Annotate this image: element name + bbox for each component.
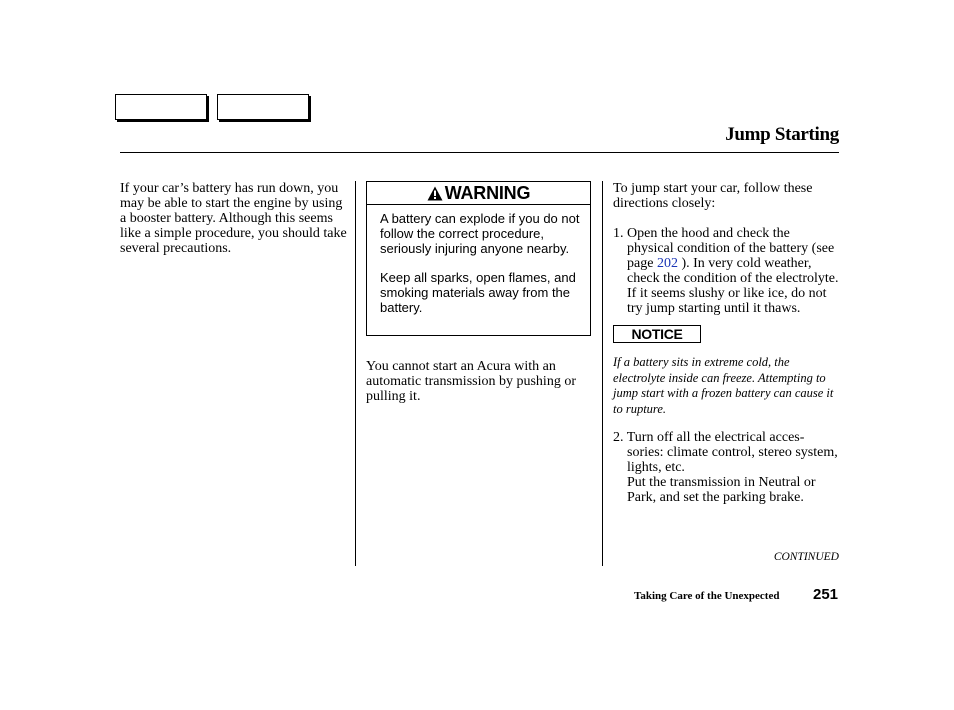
warning-paragraph: Keep all sparks, open flames, and smoking materials away from the battery. <box>380 270 576 315</box>
transmission-paragraph: You cannot start an Acura with an automatic transmission by pushing or pulling it. <box>366 359 576 404</box>
column-middle <box>366 359 594 404</box>
nav-button-previous[interactable] <box>115 94 207 120</box>
warning-label: WARNING <box>444 183 531 203</box>
page-title: Jump Starting <box>725 124 839 145</box>
title-rule <box>120 152 839 153</box>
step-2-continued: Put the transmission in Neutral or Park, and set the parking brake. <box>627 475 816 505</box>
column-right <box>613 181 839 505</box>
page-number: 251 <box>813 586 839 603</box>
column-divider <box>602 181 603 566</box>
warning-header <box>367 182 590 205</box>
intro-paragraph: If your car’s battery has run down, you may be able to start the engine by using a booster battery. Although this seems like a simple procedure, you should take several precautions. <box>120 181 347 256</box>
step-1-text-cont: ). In very cold weather, check the condition of the electrolyte. If it seems slushy or like ice, do not try jump starting until it thaws. <box>627 256 839 316</box>
column-left <box>120 181 348 256</box>
notice-label: NOTICE <box>613 325 701 343</box>
directions-intro: To jump start your car, follow these directions closely: <box>613 181 813 211</box>
page-link[interactable]: 202 <box>656 256 678 271</box>
continued-label: CONTINUED <box>773 551 839 563</box>
warning-body <box>367 205 590 316</box>
nav-button-next[interactable] <box>217 94 309 120</box>
column-divider <box>355 181 356 566</box>
warning-paragraph: A battery can explode if you do not follow the correct procedure, seriously injuring anyone nearby. <box>380 211 580 256</box>
step-2: 2. Turn off all the electrical acces- sories: climate control, stereo system, lights, etc. <box>613 430 838 475</box>
warning-triangle-icon <box>427 186 443 201</box>
step-1-text: 1. Open the hood and check the physical condition of the battery (see page <box>613 226 835 271</box>
section-name: Taking Care of the Unexpected <box>634 590 780 602</box>
notice-text: If a battery sits in extreme cold, the electrolyte inside can freeze. Attempting to jump start with a frozen battery can cause it to rupture. <box>613 355 834 416</box>
warning-box <box>366 181 591 336</box>
step-1 <box>613 226 839 316</box>
